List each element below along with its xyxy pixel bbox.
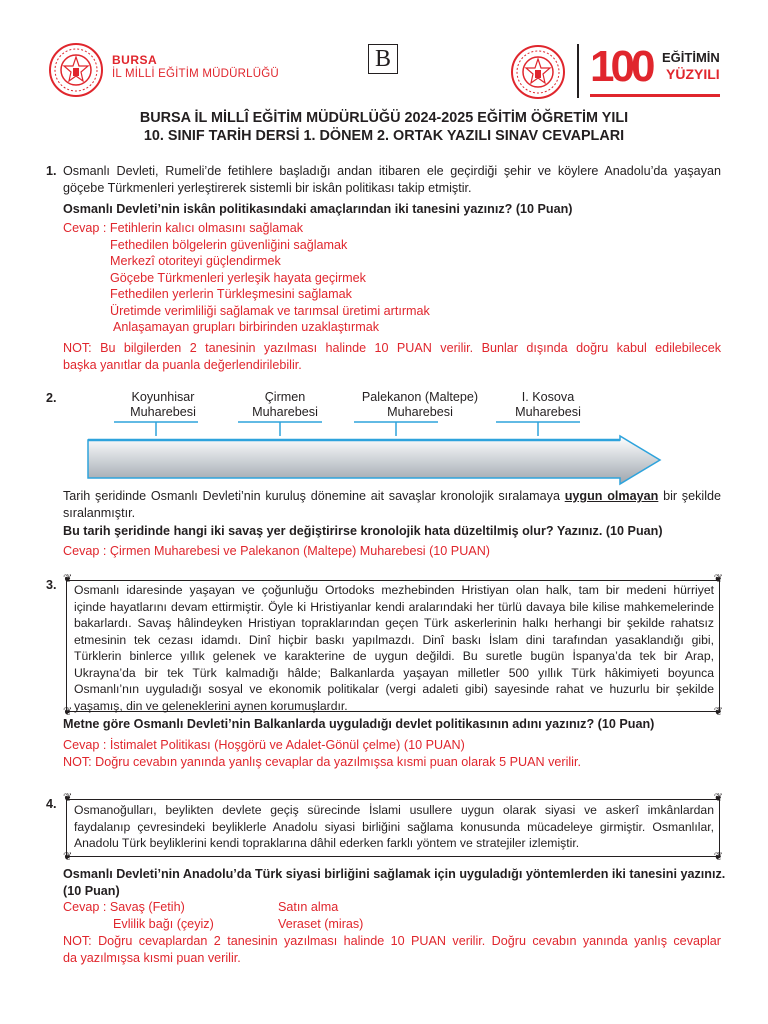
timeline-tick-1 xyxy=(114,422,198,436)
q2-question: Bu tarih şeridinde hangi iki savaş yer değiştirirse kronolojik hata düzeltilmiş olur? Yazınız. (10 Puan) xyxy=(63,524,663,538)
q2-answer: Cevap : Çirmen Muharebesi ve Palekanon (Maltepe) Muharebesi (10 PUAN) xyxy=(63,544,490,558)
q4-passage xyxy=(74,802,714,852)
q2-number: 2. xyxy=(46,391,57,405)
q3-passage-line-2: içinde hayatlarını devam ettirmiştir. Öyle ki Hristiyanlar kendi aralarındaki her türlü davaya bile kilise mahkemelerinde xyxy=(74,599,714,614)
timeline-tick-2 xyxy=(238,422,322,436)
q3-passage-line-5: Türklerin binlerce yıllık gelenek ve karakterine de uygun değildi. Bu suretle bugün İspanya’da tek bir Arap, xyxy=(74,649,714,663)
q2-text-line-1 xyxy=(63,488,721,505)
q1-note xyxy=(63,340,721,373)
q1-answer-2: Fethedilen bölgelerin güvenliğini sağlamak xyxy=(110,237,348,252)
q3-passage-line-7: Osmanlı’nın uyguladığı sosyal ve ekonomik politikalar (vergi adaleti gibi) sayesinde rahat ve huzurlu bir şekilde xyxy=(74,682,714,696)
q4-note xyxy=(63,933,721,966)
q1-text-line-2: göçebe Türkmenleri yerleştirerek sistemli bir iskân politikası takip etmiştir. xyxy=(63,180,472,195)
q4-number: 4. xyxy=(46,797,57,811)
q1-question: Osmanlı Devleti’nin iskân politikasındaki amaçlarından iki tanesini yazınız? (10 Puan) xyxy=(63,202,573,216)
page-title-line-1: BURSA İL MİLLÎ EĞİTİM MÜDÜRLÜĞÜ 2024-2025 EĞİTİM ÖĞRETİM YILI xyxy=(139,110,629,126)
q4-passage-line-3: Anadolu Türk beyliklerini kendi topraklarına dâhil ederken farklı yöntem ve stratejiler izlemiştir. xyxy=(74,836,580,850)
q4-answer-col-2 xyxy=(278,899,363,932)
booklet-letter-box xyxy=(368,44,398,74)
q4-passage-line-2: faydalanıp çevresindeki beyliklerle Anadolu siyasi birliğini sağlama konusunda mücadeleye girmiştir. Osmanlılar, xyxy=(74,819,714,834)
q1-answer-4: Göçebe Türkmenleri yerleşik hayata geçirmek xyxy=(110,270,366,285)
meb-seal-right-icon xyxy=(510,44,566,100)
q4-answer-2: Evlilik bağı (çeyiz) xyxy=(113,916,214,931)
q2-text-emphasis: uygun olmayan xyxy=(564,489,659,503)
q1-answer-7: Anlaşamayan grupları birbirinden uzaklaştırmak xyxy=(113,320,379,334)
timeline-arrow xyxy=(84,418,664,486)
timeline-label-2-line-1: Çirmen xyxy=(264,390,306,404)
q3-passage-line-3: bakarlardı. Savaş hâlindeyken Hristiyan topraklarından geçen Türk askerlerinin halkı herhangi bir şekilde rahatsız xyxy=(74,616,714,630)
timeline-label-3-line-1: Palekanon (Maltepe) xyxy=(361,390,479,404)
q4-answer-col-1 xyxy=(63,899,214,932)
q1-note-line-1: NOT: Bu bilgilerden 2 tanesinin yazılması halinde 10 PUAN verilir. Bunlar dışında doğru kabul edilebilecek xyxy=(63,341,721,355)
q4-note-line-1: NOT: Doğru cevaplardan 2 tanesinin yazılması halinde 10 PUAN verilir. Doğru cevabın yanında yanlış cevaplar xyxy=(63,934,721,948)
q3-answer: Cevap : İstimalet Politikası (Hoşgörü ve Adalet-Gönül çelme) (10 PUAN) xyxy=(63,738,465,752)
q1-text-line-1: Osmanlı Devleti, Rumeli’de fetihlere başladığı andan itibaren ele geçirdiği şehir ve köylere Anadolu’da yaşayan xyxy=(63,164,721,178)
q2-text-line-2: sıralanmıştır. xyxy=(63,505,136,520)
q2-text-part-1: Tarih şeridinde Osmanlı Devleti’nin kuruluş dönemine ait savaşlar kronolojik sıralamaya xyxy=(63,489,565,503)
q2-text-part-2: bir şekilde xyxy=(658,489,722,503)
q1-answer-prefix: Cevap : xyxy=(63,221,110,235)
centennial-underline xyxy=(590,94,720,97)
q3-passage-line-6: Ukrayna’da bir tek Türk kalmadığı hâlde; Balkanlarda yaşayan milletler 500 yıllık Türk hâkimiyeti boyunca xyxy=(74,665,714,680)
q3-passage-line-1: Osmanlı idaresinde yaşayan ve çoğunluğu Ortodoks mezhebinden Hristiyan olan halk, tam bir medeni hürriyet xyxy=(74,583,714,597)
left-logo-subtitle: İL MİLLİ EĞİTİM MÜDÜRLÜĞÜ xyxy=(112,68,279,80)
frame-corner-icon: ❦ xyxy=(713,851,723,863)
q1-answer-6: Üretimde verimliliği sağlamak ve tarımsal üretimi artırmak xyxy=(110,303,430,318)
q4-answer-4: Veraset (miras) xyxy=(278,916,364,931)
q4-answer-1: Cevap : Savaş (Fetih) xyxy=(63,900,185,914)
page-title-line-2: 10. SINIF TARİH DERSİ 1. DÖNEM 2. ORTAK YAZILI SINAV CEVAPLARI xyxy=(143,128,625,144)
q4-note-line-2: da yazılmışsa kısmi puan verilir. xyxy=(63,950,241,965)
frame-corner-icon: ❦ xyxy=(713,573,723,585)
timeline-label-2 xyxy=(230,390,340,420)
q4-passage-line-1: Osmanoğulları, beylikten devlete geçiş sürecinde İslami usullere uygun olarak siyasi ve askerî imkânlardan xyxy=(74,803,714,817)
q1-answer-1: Fetihlerin kalıcı olmasını sağlamak xyxy=(109,221,304,235)
q1-note-line-2: başka yanıtlar da puanla değerlendirilebilir. xyxy=(63,357,302,372)
q2-text xyxy=(63,488,721,521)
header xyxy=(0,0,768,110)
timeline-arrow-body xyxy=(88,436,660,484)
timeline-label-1-line-2: Muharebesi xyxy=(130,405,196,419)
frame-corner-icon: ❦ xyxy=(63,851,73,863)
q3-passage xyxy=(74,582,714,714)
left-logo-title: BURSA xyxy=(112,53,158,67)
frame-corner-icon: ❦ xyxy=(713,706,723,718)
q1-answer-3: Merkezî otoriteyi güçlendirmek xyxy=(110,254,281,268)
timeline-tick-4 xyxy=(496,422,580,436)
frame-corner-icon: ❦ xyxy=(63,792,73,804)
meb-seal-icon xyxy=(48,42,104,98)
timeline-label-1-line-1: Koyunhisar xyxy=(131,390,195,404)
q3-note: NOT: Doğru cevabın yanında yanlış cevaplar da yazılmışsa kısmi puan olarak 5 PUAN verilir. xyxy=(63,755,581,769)
q1-number: 1. xyxy=(46,164,57,178)
q3-passage-line-8: yaşamış, din ve geleneklerini aynen korumuşlardır. xyxy=(74,698,348,713)
frame-corner-icon: ❦ xyxy=(713,792,723,804)
frame-corner-icon: ❦ xyxy=(63,573,73,585)
q3-passage-line-4: etmesinin tek cezası idamdı. Dinî hiçbir baskı yapılmazdı. Dinî baskı İslam dini tarafından yasaklandığı gibi, xyxy=(74,632,714,647)
timeline-label-4 xyxy=(493,390,603,420)
q4-question-line-1: Osmanlı Devleti’nin Anadolu’da Türk siyasi birliğini sağlamak için uyguladığı yöntemlerden iki tanesini yazınız. xyxy=(63,867,726,881)
booklet-letter: B xyxy=(374,46,391,72)
timeline-label-1 xyxy=(108,390,218,420)
timeline-label-3 xyxy=(345,390,495,420)
centennial-logo xyxy=(590,42,730,100)
q3-question: Metne göre Osmanlı Devleti’nin Balkanlarda uyguladığı devlet politikasının adını yazınız? (10 Puan) xyxy=(63,717,655,731)
q3-number: 3. xyxy=(46,578,57,592)
centennial-word-2: YÜZYILI xyxy=(666,66,720,82)
timeline-label-4-line-1: I. Kosova xyxy=(521,390,575,404)
q4-answer-3: Satın alma xyxy=(278,900,339,914)
timeline-label-2-line-2: Muharebesi xyxy=(252,405,318,419)
timeline-label-4-line-2: Muharebesi xyxy=(515,405,581,419)
q1-answers xyxy=(63,220,430,336)
header-divider xyxy=(577,44,579,98)
q1-text xyxy=(63,163,721,196)
frame-corner-icon: ❦ xyxy=(63,706,73,718)
timeline-ticks xyxy=(114,422,580,436)
centennial-number: 100 xyxy=(590,42,652,91)
timeline-tick-3 xyxy=(354,422,438,436)
q1-answer-5: Fethedilen yerlerin Türkleşmesini sağlamak xyxy=(110,287,352,301)
timeline-label-3-line-2: Muharebesi xyxy=(387,405,453,419)
q4-question xyxy=(63,866,726,899)
q4-question-line-2: (10 Puan) xyxy=(63,883,120,898)
centennial-word-1: EĞİTİMİN xyxy=(662,50,720,65)
